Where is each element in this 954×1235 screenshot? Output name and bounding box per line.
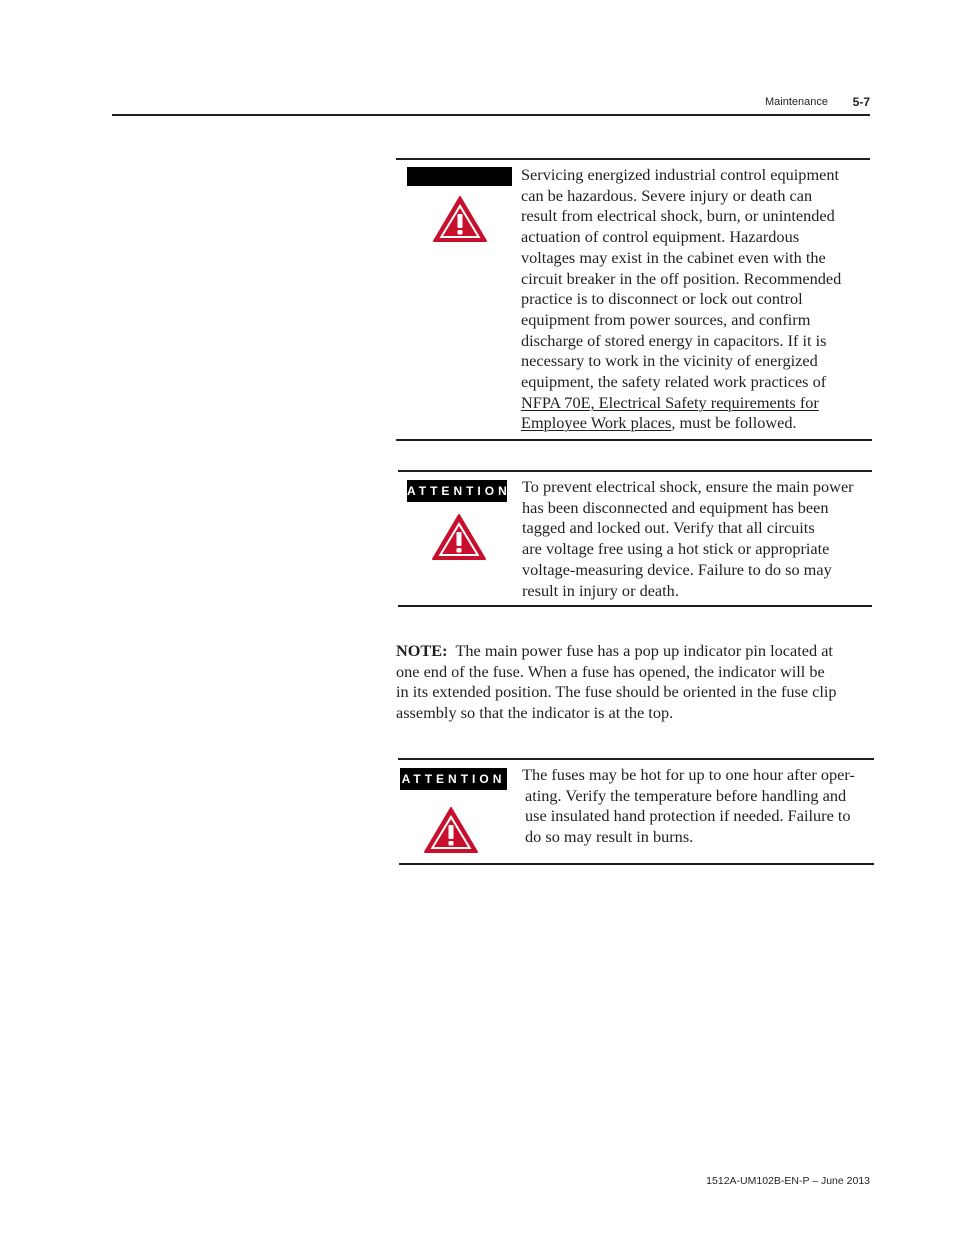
footer-publication-id: 1512A-UM102B-EN-P – June 2013 [706, 1175, 870, 1187]
note-label: NOTE: [396, 641, 448, 660]
text-line: has been disconnected and equipment has been [522, 497, 829, 517]
warning-triangle-icon [423, 806, 479, 854]
warning1-text [521, 165, 841, 434]
text-line: Servicing energized industrial control equipment [521, 165, 840, 184]
warning-triangle-icon [432, 195, 488, 243]
text-line: tagged and locked out. Verify that all circuits [522, 518, 815, 538]
text-line: voltages may exist in the cabinet even with the [521, 247, 826, 267]
text-line: circuit breaker in the off position. Recommended [521, 268, 842, 288]
text-line: voltage-measuring device. Failure to do so may [522, 559, 832, 579]
warning3-top-rule [398, 758, 874, 760]
warning2-top-rule [398, 470, 872, 472]
nfpa-reference-link-cont[interactable]: Employee Work places [521, 413, 672, 433]
warning1-tail: , must be followed. [671, 413, 797, 433]
note-paragraph [396, 641, 837, 724]
warning2-bottom-rule [398, 605, 872, 607]
text-line: assembly so that the indicator is at the top. [396, 703, 674, 723]
warning1-bottom-rule [396, 439, 872, 441]
nfpa-reference-link[interactable]: NFPA 70E, Electrical Safety requirements for [521, 392, 819, 412]
text-line: ating. Verify the temperature before handling and [525, 785, 847, 805]
text-line: discharge of stored energy in capacitors. If it is [521, 330, 827, 350]
text-line: necessary to work in the vicinity of energized [521, 351, 818, 371]
text-line: The fuses may be hot for up to one hour after oper- [522, 765, 855, 784]
text-line: To prevent electrical shock, ensure the main power [522, 477, 854, 496]
warning3-bottom-rule [399, 863, 874, 865]
text-line: The main power fuse has a pop up indicator pin located at [455, 641, 833, 660]
text-line: one end of the fuse. When a fuse has opened, the indicator will be [396, 661, 825, 681]
text-line: can be hazardous. Severe injury or death can [521, 185, 813, 205]
text-line: use insulated hand protection if needed. Failure to [525, 806, 851, 826]
warning1-label-bar [407, 167, 512, 186]
attention-label: ATTENTION [400, 768, 507, 790]
text-line: are voltage free using a hot stick or appropriate [522, 539, 830, 559]
header-rule [112, 114, 870, 116]
text-line: practice is to disconnect or lock out control [521, 289, 803, 309]
text-line: actuation of control equipment. Hazardous [521, 227, 800, 247]
text-line: result from electrical shock, burn, or unintended [521, 206, 835, 226]
warning-triangle-icon [431, 513, 487, 561]
text-line: result in injury or death. [522, 580, 679, 600]
warning3-text [522, 765, 855, 848]
text-line: in its extended position. The fuse should be oriented in the fuse clip [396, 682, 837, 702]
text-line: equipment from power sources, and confirm [521, 309, 811, 329]
attention-label: ATTENTION [407, 480, 507, 502]
warning1-top-rule [396, 158, 870, 160]
page-number: 5-7 [852, 95, 870, 109]
warning2-text [522, 477, 854, 601]
text-line: do so may result in burns. [525, 827, 694, 847]
running-header-section: Maintenance [765, 96, 828, 108]
text-line: equipment, the safety related work practices of [521, 372, 827, 392]
